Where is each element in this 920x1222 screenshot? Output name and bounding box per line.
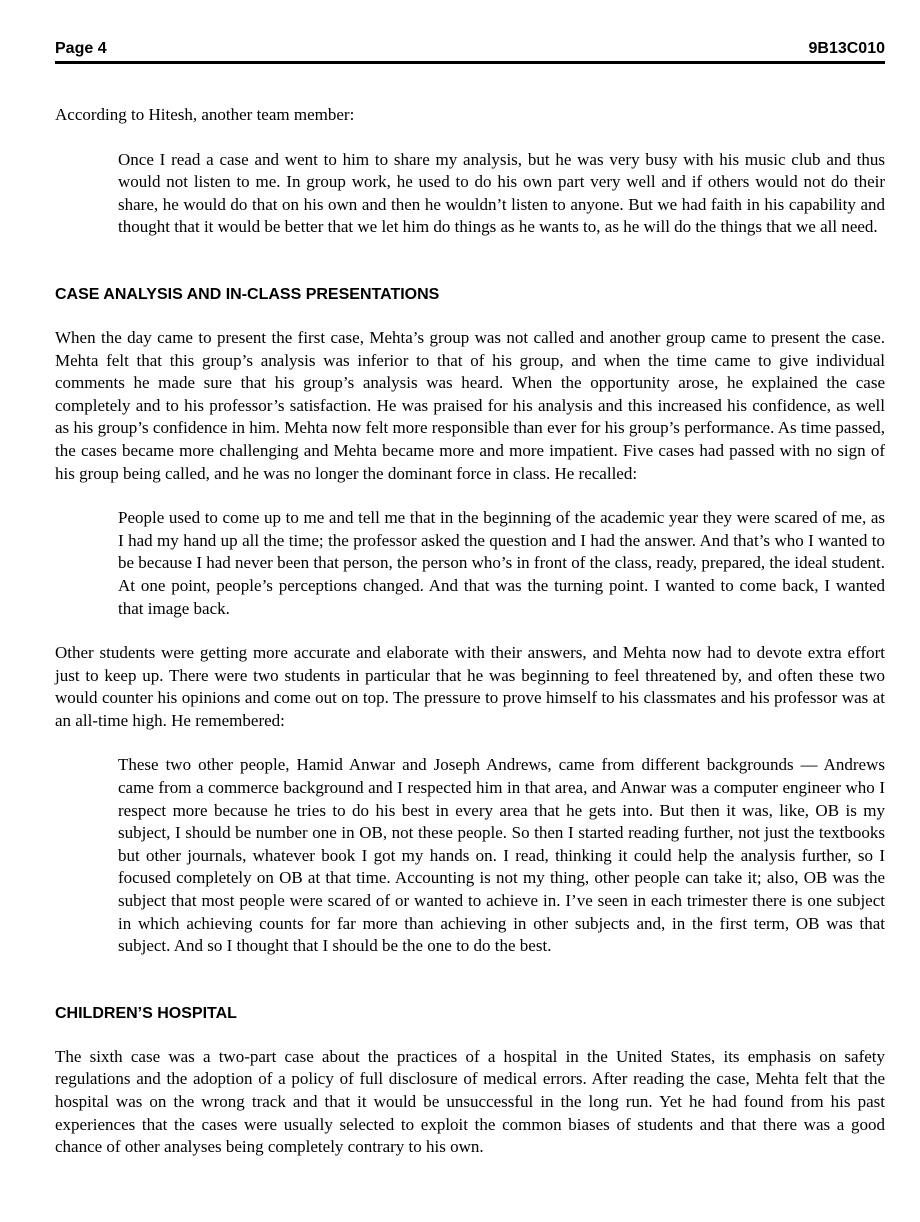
document-page [55,40,885,1159]
paragraph-case-analysis-2: Other students were getting more accurate and elaborate with their answers, and Mehta now had to devote extra effort just to keep up. There were two students in particular that he was beginning to feel threatened by, and often these two would counter his opinions and come out on top. The pressure to prove himself to his classmates and his professor was at an all-time high. He remembered: [55,643,885,730]
quote-hitesh: Once I read a case and went to him to share my analysis, but he was very busy with his music club and thus would not listen to me. In group work, he used to do his own part very well and if others would not do their share, he would do that on his own and then he wouldn’t listen to anyone. But we had faith in his capability and thought that it would be better that we let him do things as he wants to, as he will do the things that we all need. [118,149,885,237]
heading-childrens-hospital: CHILDREN’S HOSPITAL [55,1004,237,1022]
heading-case-analysis: CASE ANALYSIS AND IN-CLASS PRESENTATIONS [55,285,440,303]
page-number: Page 4 [55,40,107,57]
intro-line: According to Hitesh, another team member: [55,105,355,124]
paragraph-childrens-hospital-1: The sixth case was a two-part case about the practices of a hospital in the United States, its emphasis on safety regulations and the adoption of a policy of full disclosure of medical errors. After reading the case, Mehta felt that the hospital was on the wrong track and that it would be unsuccessful in the long run. Yet he had found from his past experiences that the cases were usually selected to exploit the common biases of students and that there was a good chance of other analyses being completely contrary to his own. [55,1046,885,1157]
quote-mehta-1: People used to come up to me and tell me that in the beginning of the academic year they were scared of me, as I had my hand up all the time; the professor asked the question and I had the answer. And that’s who I wanted to be because I had never been that person, the person who’s in front of the class, ready, prepared, the ideal student. At one point, people’s perceptions changed. And that was the turning point. I wanted to come back, I wanted that image back. [118,508,885,618]
quote-mehta-2: These two other people, Hamid Anwar and Joseph Andrews, came from different backgrounds — Andrews came from a commerce background and I respected him in that area, and Anwar was a computer engineer who I respect more because he tries to do his best in every area that he gets into. But then it was, like, OB is my subject, I should be number one in OB, not these people. So then I started reading further, not just the textbooks but other journals, whatever book I got my hands on. I read, thinking it could help the analysis further, so I focused completely on OB at that time. Accounting is not my thing, other people can take it; also, OB was the subject that most people were scared of or wanted to achieve in. I’ve seen in each trimester there is one subject in which achieving counts for far more than achieving in other subjects and, in the first term, OB was that subject. And so I thought that I should be the one to do the best. [118,755,885,956]
page-header [55,40,885,64]
case-code: 9B13C010 [808,40,885,57]
paragraph-case-analysis-1: When the day came to present the first case, Mehta’s group was not called and another group came to present the case. Mehta felt that this group’s analysis was inferior to that of his group, and when the time came to give individual comments he made sure that his group’s analysis was heard. When the opportunity arose, he explained the case completely and to his professor’s satisfaction. He was praised for his analysis and this increased his confidence, as well as his group’s confidence in him. Mehta now felt more responsible than ever for his group’s performance. As time passed, the cases became more challenging and Mehta became more and more impatient. Five cases had passed with no sign of his group being called, and he was no longer the dominant force in class. He recalled: [55,327,885,483]
